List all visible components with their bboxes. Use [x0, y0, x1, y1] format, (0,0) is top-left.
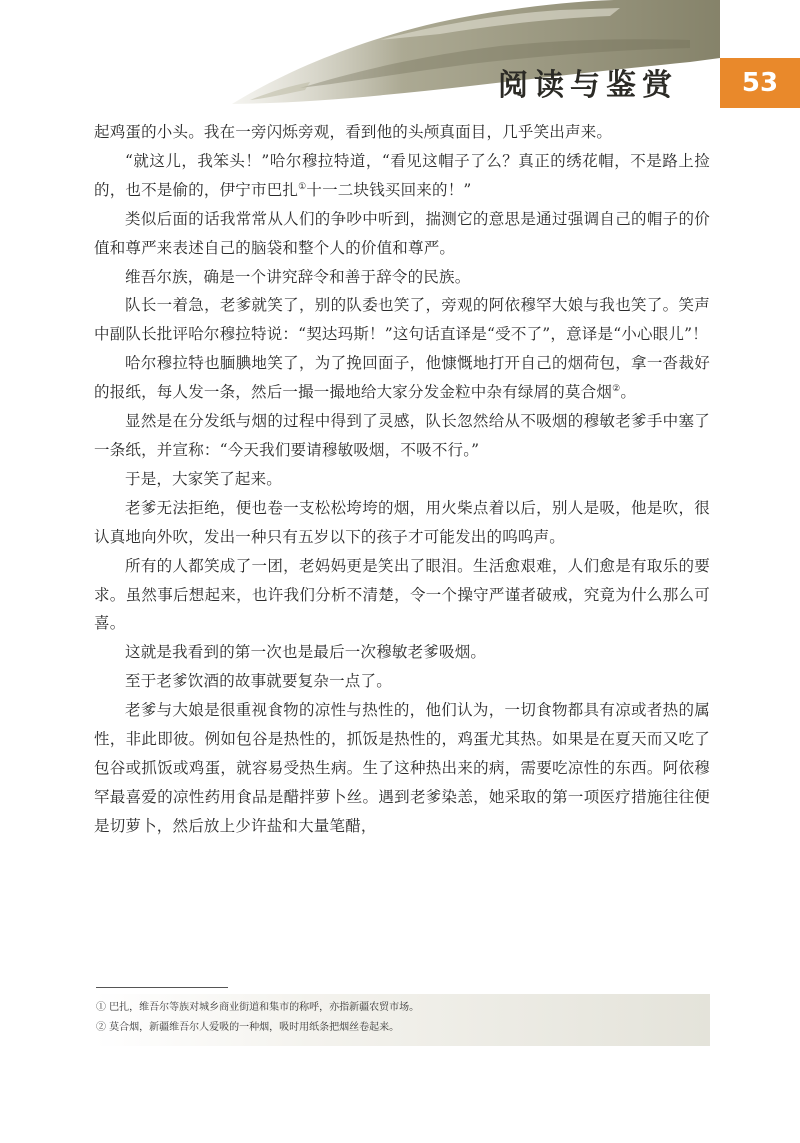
paragraph: 至于老爹饮酒的故事就要复杂一点了。 [125, 672, 392, 691]
brush-stroke-decoration [0, 0, 800, 115]
page-number: 53 [741, 68, 779, 98]
paragraph: 显然是在分发纸与烟的过程中得到了灵感，队长忽然给从不吸烟的穆敏老爹手中塞了一条纸，并宣称：“今天我们要请穆敏吸烟，不吸不行。” [94, 412, 710, 459]
page-number-badge [720, 58, 800, 108]
footnotes [96, 998, 706, 1038]
paragraph-text: 十一二块钱买回来的！” [306, 180, 472, 199]
article-body [94, 118, 710, 841]
paragraph: 这就是我看到的第一次也是最后一次穆敏老爹吸烟。 [125, 643, 487, 662]
footnote-mark: ② [612, 384, 621, 394]
paragraph: 于是，大家笑了起来。 [125, 469, 283, 488]
section-title: 阅读与鉴赏 [498, 68, 678, 103]
paragraph: 维吾尔族，确是一个讲究辞令和善于辞令的民族。 [125, 267, 471, 286]
footnote-2: ② 莫合烟，新疆维吾尔人爱吸的一种烟，吸时用纸条把烟丝卷起来。 [96, 1022, 400, 1033]
paragraph: 类似后面的话我常常从人们的争吵中听到，揣测它的意思是通过强调自己的帽子的价值和尊严来表述自己的脑袋和整个人的价值和尊严。 [94, 209, 710, 257]
footnote-1: ① 巴扎，维吾尔等族对城乡商业街道和集市的称呼，亦指新疆农贸市场。 [96, 1002, 420, 1013]
footnote-mark: ① [298, 181, 307, 192]
paragraph: 老爹无法拒绝，便也卷一支松松垮垮的烟，用火柴点着以后，别人是吸，他是吹，很认真地向外吹，发出一种只有五岁以下的孩子才可能发出的呜呜声。 [94, 498, 710, 546]
paragraph [94, 147, 710, 205]
footnote-divider [96, 987, 228, 988]
paragraph [94, 349, 710, 407]
paragraph: 队长一着急，老爹就笑了，别的队委也笑了，旁观的阿依穆罕大娘与我也笑了。笑声中副队长批评哈尔穆拉特说：“契达玛斯！”这句话直译是“受不了”，意译是“小心眼儿”！ [94, 296, 710, 344]
paragraph-text: 哈尔穆拉特也腼腆地笑了，为了挽回面子，他慷慨地打开自己的烟荷包，拿一沓裁好的报纸，每人发一条，然后一撮一撮地给大家分发金粒中杂有绿屑的莫合烟 [94, 354, 710, 402]
paragraph: 起鸡蛋的小头。我在一旁闪烁旁观，看到他的头颅真面目，几乎笑出声来。 [94, 123, 613, 141]
paragraph-text: “就这儿，我笨头！”哈尔穆拉特道，“看见这帽子了么？真正的绣花帽，不是路上捡的，也不是偷的，伊宁市巴扎 [94, 151, 710, 199]
paragraph: 所有的人都笑成了一团，老妈妈更是笑出了眼泪。生活愈艰难，人们愈是有取乐的要求。虽然事后想起来，也许我们分析不清楚，令一个操守严谨者破戒，究竟为什么那么可喜。 [94, 556, 710, 633]
paragraph: 老爹与大娘是很重视食物的凉性与热性的，他们认为，一切食物都具有凉或者热的属性，非此即彼。例如包谷是热性的，抓饭是热性的，鸡蛋尤其热。如果是在夏天而又吃了包谷或抓饭或鸡蛋，就容易受热生病。生了这种热出来的病，需要吃凉性的东西。阿依穆罕最喜爱的凉性药用食品是醋拌萝卜丝。遇到老爹染恙，她采取的第一项医疗措施往往便是切萝卜，然后放上少许盐和大量笔醋， [94, 701, 710, 835]
paragraph-text: 。 [620, 383, 637, 402]
page-header [0, 0, 800, 115]
